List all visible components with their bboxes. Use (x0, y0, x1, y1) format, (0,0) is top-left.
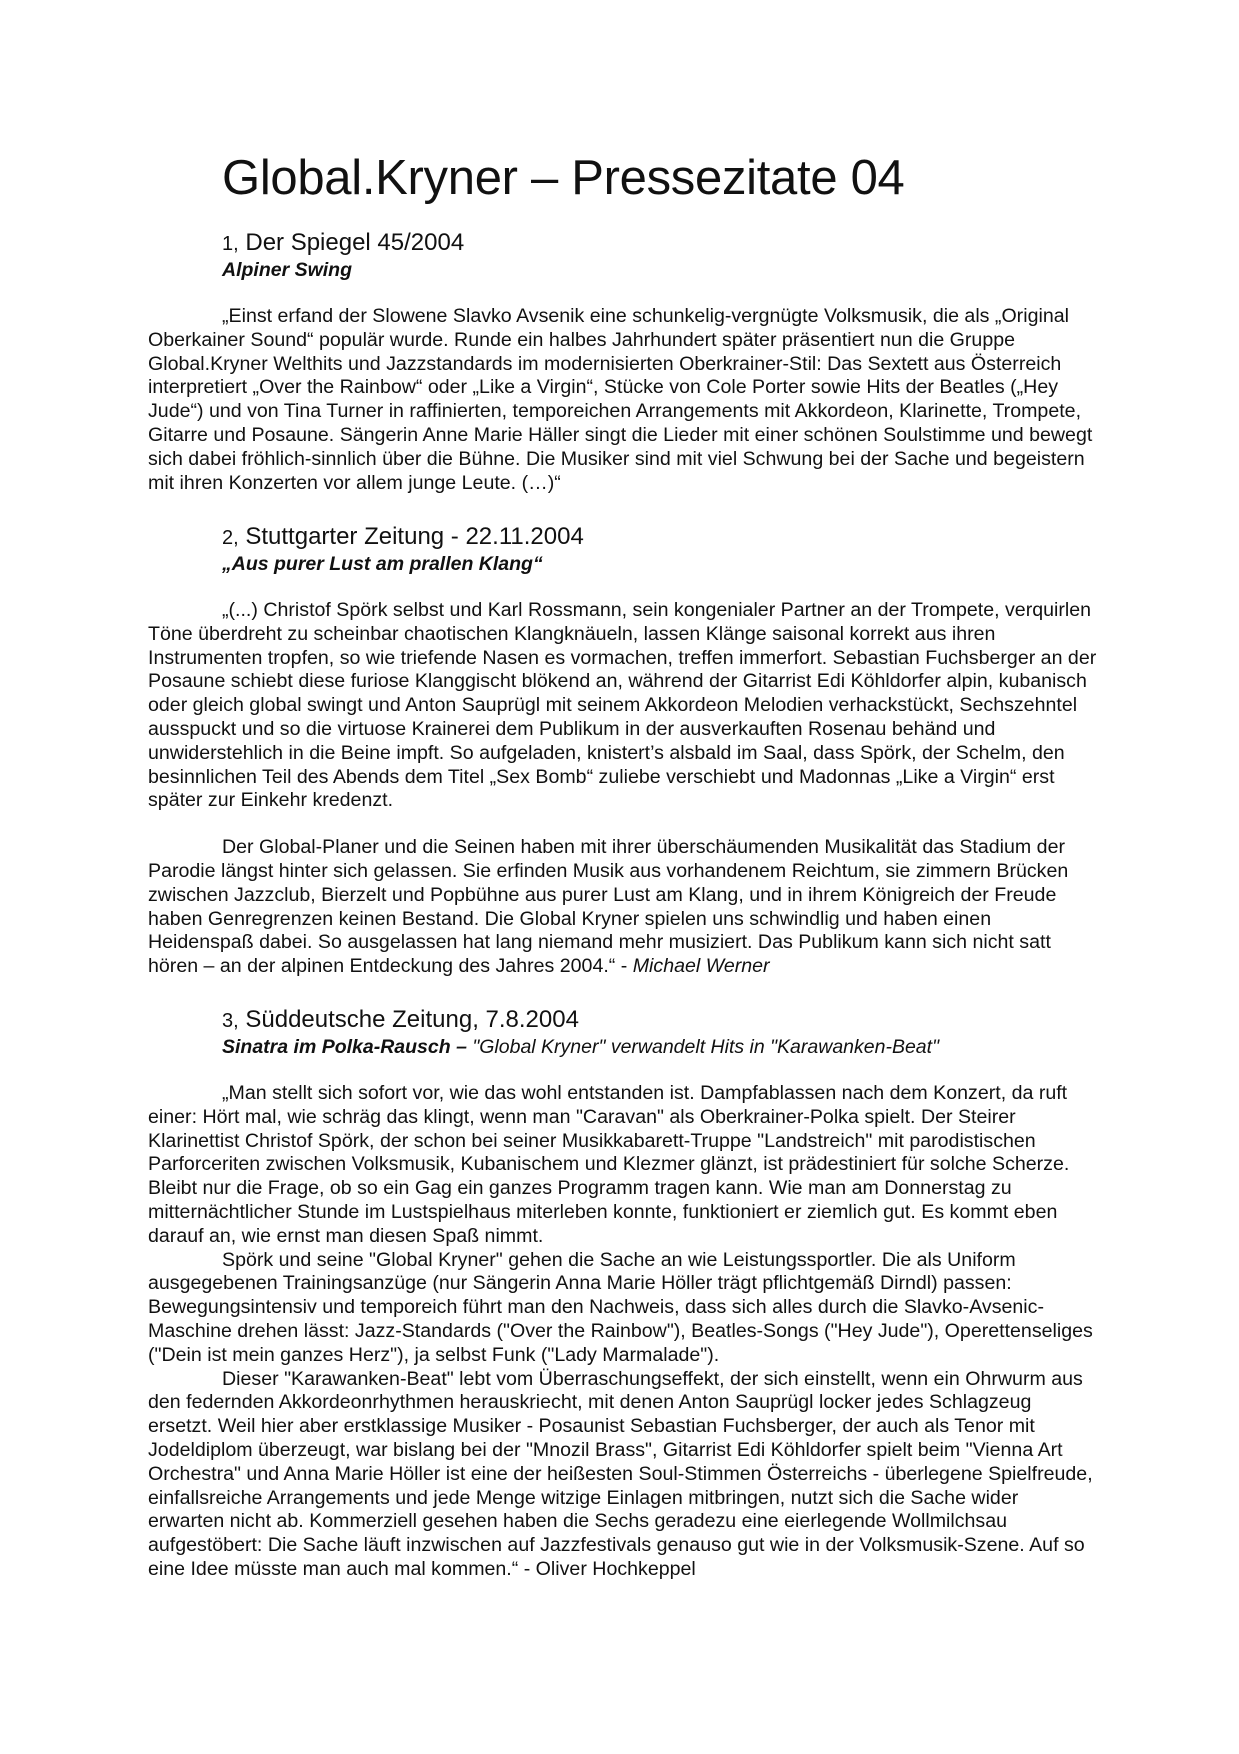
section-number: 3, (222, 1010, 239, 1032)
section-heading (222, 229, 1098, 258)
quote-paragraph: Dieser "Karawanken-Beat" lebt vom Überraschungseffekt, der sich einstellt, wenn ein Ohrwurm aus den federnden Akkordeonrhythmen herauskriecht, mit denen Anton Sauprügl locker jedes Schlagzeug ersetzt. Weil hier aber erstklassige Musiker - Posaunist Sebastian Fuchsberger, der auch als Tenor mit Jodeldiplom überzeugt, war bislang bei der "Mnozil Brass", Gitarrist Edi Köhldorfer spielt beim "Vienna Art Orchestra" und Anna Marie Höller ist eine der heißesten Soul-Stimmen Österreichs - überlegene Spielfreude, einfallsreiche Arrangements und jede Menge witzige Einlagen mitbringen, nutzt sich die Sache wider erwarten nicht ab. Kommerziell gesehen haben die Sechs geradezu eine eierlegende Wollmilchsau aufgestöbert: Die Sache läuft inzwischen auf Jazzfestivals genauso gut wie in der Volksmusik-Szene. Auf so eine Idee müsste man auch mal kommen.“ - Oliver Hochkeppel (148, 1367, 1093, 1580)
section-source: Stuttgarter Zeitung - 22.11.2004 (245, 523, 584, 550)
section-heading (222, 523, 1098, 552)
quote-paragraph: Spörk und seine "Global Kryner" gehen die Sache an wie Leistungssportler. Die als Uniform ausgegebenen Trainingsanzüge (nur Sängerin Anna Marie Höller trägt pflichtgemäß Dirndl) passen: Bewegungsintensiv und temporeich führt man den Nachweis, dass sich alles durch die Slavko-Avsenic-Maschine drehen lässt: Jazz-Standards ("Over the Rainbow"), Beatles-Songs ("Hey Jude"), Operettenseliges ("Dein ist mein ganzes Herz"), ja selbst Funk ("Lady Marmalade"). (148, 1248, 1093, 1366)
section-heading (222, 1006, 1098, 1035)
press-quote-section (148, 229, 1098, 495)
section-source: Süddeutsche Zeitung, 7.8.2004 (245, 1006, 579, 1033)
section-subtitle (222, 258, 1098, 283)
quote-paragraph: „(...) Christof Spörk selbst und Karl Rossmann, sein kongenialer Partner an der Trompete, verquirlen Töne überdreht zu scheinbar chaotischen Klangknäueln, lassen Klänge saisonal korrekt aus ihren Instrumenten tropfen, so wie triefende Nasen es vormachen, treffen immerfort. Sebastian Fuchsberger an der Posaune schiebt diese furiose Klanggischt blökend an, während der Gitarrist Edi Köhldorfer alpin, kubanisch oder gleich global swingt und Anton Sauprügl mit seinem Akkordeon Melodien verhackstückt, Sechszehntel ausspuckt und so die virtuose Krainerei dem Publikum in der ausverkauften Rosenau behänd und unwiderstehlich in die Beine impft. So aufgeladen, knistert’s alsbald im Saal, dass Spörk, der Schelm, den besinnlichen Teil des Abends dem Titel „Sex Bomb“ zuliebe verschiebt und Madonnas „Like a Virgin“ erst später zur Einkehr kredenzt. (148, 599, 1097, 812)
quote-paragraph-text: Der Global-Planer und die Seinen haben mit ihrer überschäumenden Musikalität das Stadium der Parodie längst hinter sich gelassen. Sie erfinden Musik aus vorhandenem Reichtum, sie zimmern Brücken zwischen Jazzclub, Bierzelt und Popbühne aus purer Lust am Klang, und in ihrem Königreich der Freude haben Genregrenzen keinen Bestand. Die Global Kryner spielen uns schwindlig und haben einen Heidenspaß dabei. So ausgelassen hat lang niemand mehr musiziert. Das Publikum kann sich nicht satt hören – an der alpinen Entdeckung des Jahres 2004.“ - (148, 836, 1069, 978)
section-number: 2, (222, 527, 239, 549)
quote-paragraph (148, 836, 1098, 979)
quote-paragraph: „Man stellt sich sofort vor, wie das wohl entstanden ist. Dampfablassen nach dem Konzert, da ruft einer: Hört mal, wie schräg das klingt, wenn man "Caravan" als Oberkrainer-Polka spielt. Der Steirer Klarinettist Christof Spörk, der schon bei seiner Musikkabarett-Truppe "Landstreich" mit parodistischen Parforceriten zwischen Volksmusik, Kubanischem und Klezmer glänzt, ist prädestiniert für solche Scherze. Bleibt nur die Frage, ob so ein Gag ein ganzes Programm tragen kann. Wie man am Donnerstag zu mitternächtlicher Stunde im Lustspielhaus miterleben konnte, funktioniert er ziemlich gut. Es kommt eben darauf an, wie ernst man diesen Spaß nimmt. (148, 1082, 1070, 1247)
section-subtitle-bold: „Aus purer Lust am prallen Klang“ (222, 553, 543, 575)
press-quote-section (148, 1006, 1098, 1582)
press-quote-section (148, 523, 1098, 979)
document-title: Global.Kryner – Pressezitate 04 (222, 151, 905, 205)
quote-paragraph: „Einst erfand der Slowene Slavko Avsenik eine schunkelig-vergnügte Volksmusik, die als „Original Oberkainer Sound“ populär wurde. Runde ein halbes Jahrhundert später präsentiert nun die Gruppe Global.Kryner Welthits und Jazzstandards im modernisierten Oberkrainer-Stil: Das Sextett aus Österreich interpretiert „Over the Rainbow“ oder „Like a Virgin“, Stücke von Cole Porter sowie Hits der Beatles („Hey Jude“) und von Tina Turner in raffinierten, temporeichen Arrangements mit Akkordeon, Klarinette, Trompete, Gitarre und Posaune. Sängerin Anne Marie Häller singt die Lieder mit einer schönen Soulstimme und bewegt sich dabei fröhlich-sinnlich über die Bühne. Die Musiker sind mit viel Schwung bei der Sache und begeistern mit ihren Konzerten vor allem junge Leute. (…)“ (148, 305, 1093, 494)
section-source: Der Spiegel 45/2004 (245, 229, 465, 256)
quote-byline: Michael Werner (632, 955, 770, 978)
section-subtitle-bold: Alpiner Swing (222, 259, 353, 281)
section-subtitle-bold: Sinatra im Polka-Rausch – (222, 1036, 467, 1058)
section-subtitle-rest: "Global Kryner" verwandelt Hits in "Karawanken-Beat" (466, 1036, 939, 1058)
section-subtitle (222, 1035, 1098, 1060)
section-subtitle (222, 552, 1098, 577)
section-number: 1, (222, 233, 239, 255)
